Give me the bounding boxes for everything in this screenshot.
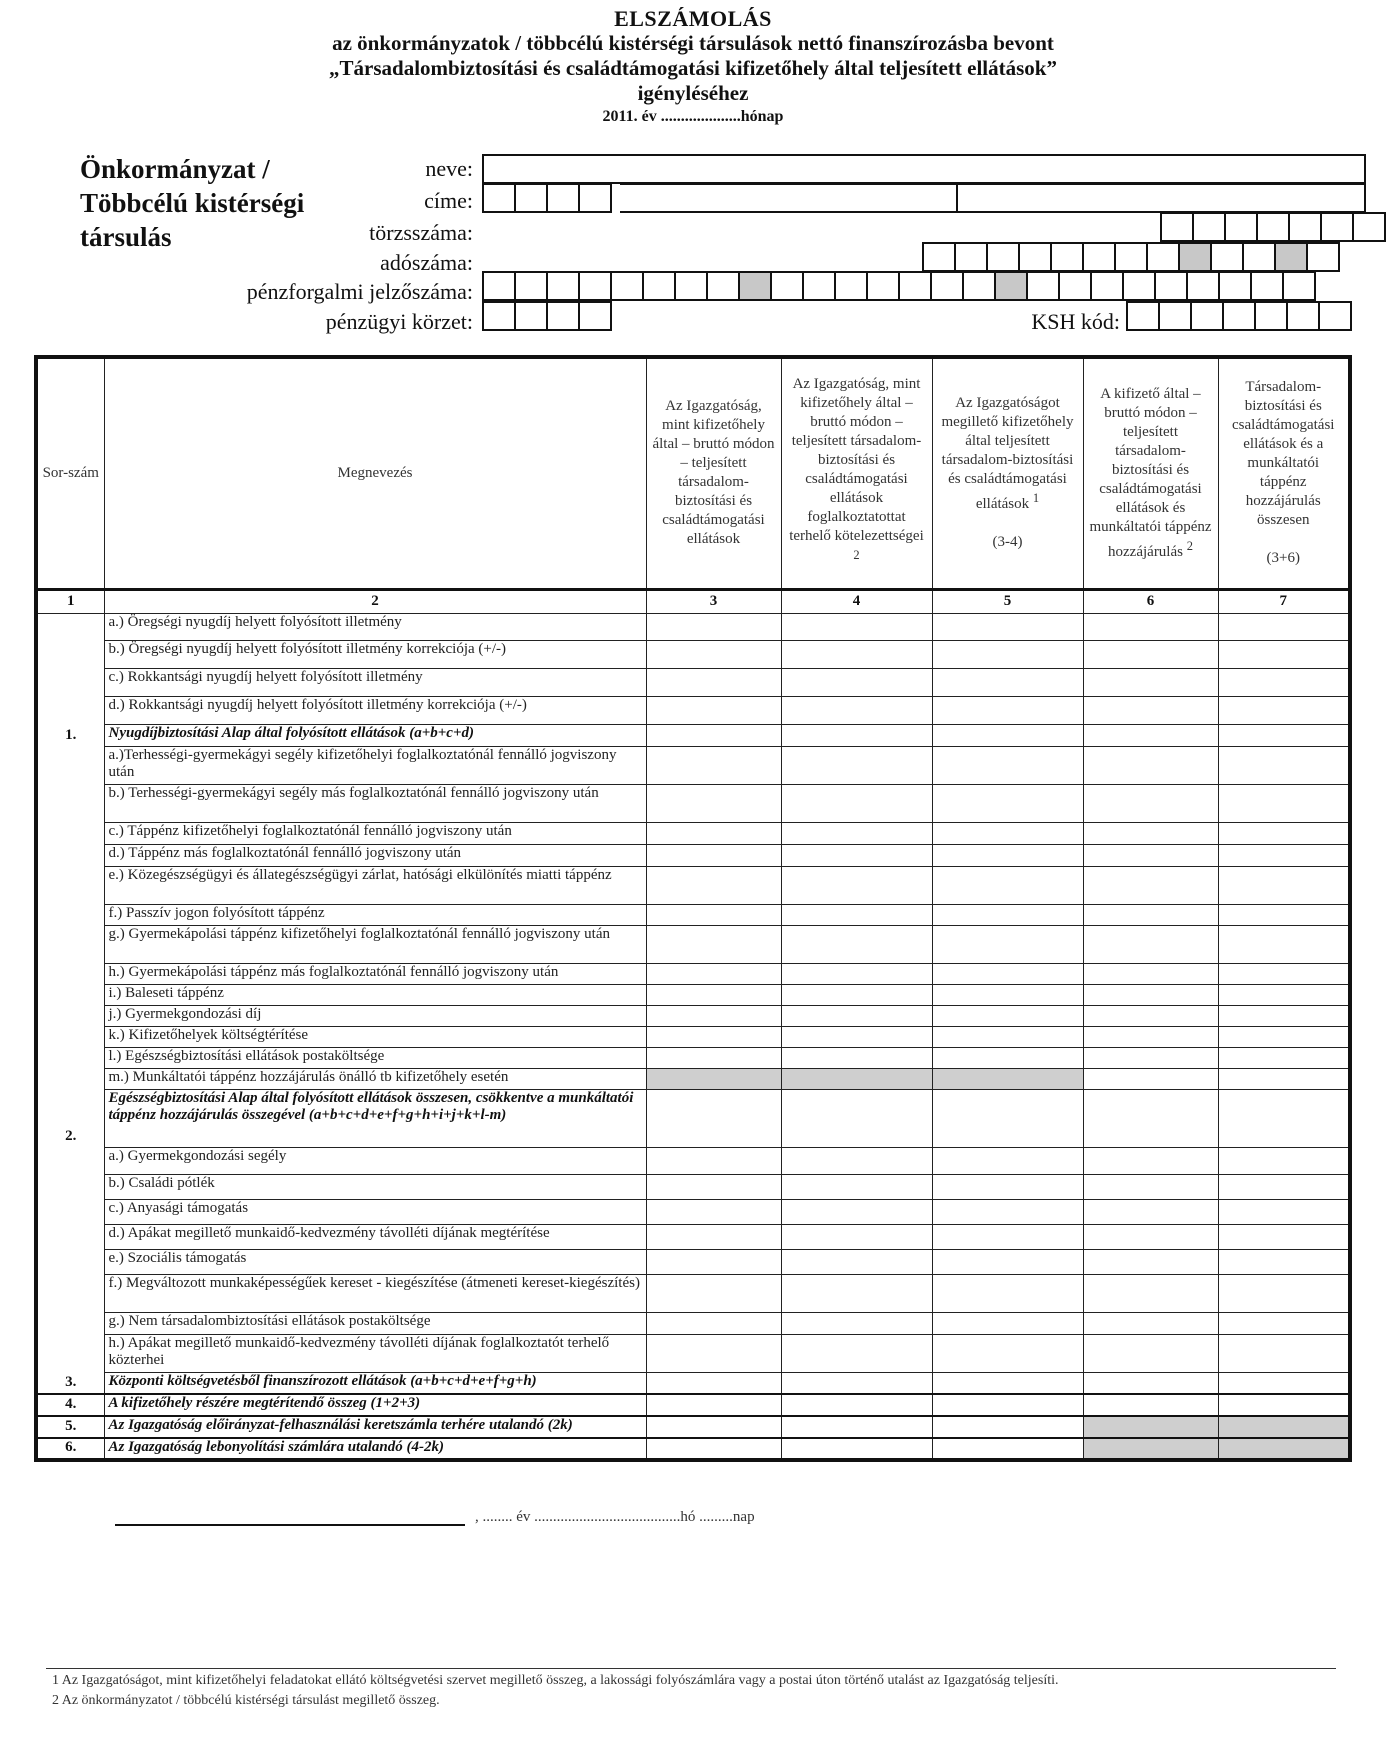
- header-megnevezes: Megnevezés: [104, 357, 646, 589]
- input-cell[interactable]: [781, 844, 932, 866]
- input-cell[interactable]: [1083, 1224, 1218, 1249]
- shaded-cell: [1083, 1438, 1218, 1460]
- input-cell[interactable]: [646, 1005, 781, 1026]
- table-row: [36, 1372, 1350, 1394]
- reg-no-boxes[interactable]: [1160, 212, 1386, 242]
- table-row: [36, 1249, 1350, 1274]
- row-number-5: 5.: [36, 1416, 104, 1438]
- header-col7-text: Társadalom-biztosítási és családtámogatási ellátások és a munkáltatói táppénz hozzájárulás összesen: [1232, 379, 1335, 529]
- input-cell[interactable]: [1218, 1199, 1350, 1224]
- input-cell[interactable]: [646, 984, 781, 1005]
- input-cell[interactable]: [932, 1147, 1083, 1174]
- input-cell[interactable]: [932, 1174, 1083, 1199]
- input-cell[interactable]: [646, 925, 781, 963]
- header-col5-text: Az Igazgatóságot megillető kifizetőhely által teljesített társadalom-biztosítási és családtámogatási ellátások: [941, 395, 1074, 513]
- district-label: pénzügyi körzet:: [325, 309, 473, 334]
- row-label: a.) Gyermekgondozási segély: [104, 1147, 646, 1174]
- input-cell[interactable]: [1083, 1174, 1218, 1199]
- input-cell[interactable]: [646, 1312, 781, 1334]
- input-cell[interactable]: [1218, 668, 1350, 696]
- row-label-sum: Nyugdíjbiztosítási Alap által folyósított ellátások (a+b+c+d): [104, 724, 646, 746]
- input-cell[interactable]: [932, 844, 1083, 866]
- row-label: b.) Családi pótlék: [104, 1174, 646, 1199]
- header-sorszam: Sor-szám: [36, 357, 104, 589]
- input-cell[interactable]: [1218, 1174, 1350, 1199]
- input-cell[interactable]: [646, 1089, 781, 1147]
- input-cell[interactable]: [932, 1005, 1083, 1026]
- form-subtitle-2: „Társadalombiztosítási és családtámogatási kifizetőhely által teljesített ellátások”: [329, 56, 1057, 80]
- table-row: [36, 904, 1350, 925]
- input-cell[interactable]: [1218, 1147, 1350, 1174]
- row-label: b.) Öregségi nyugdíj helyett folyósított illetmény korrekciója (+/-): [104, 640, 646, 668]
- input-cell[interactable]: [646, 640, 781, 668]
- row-label-sum: A kifizetőhely részére megtérítendő összeg (1+2+3): [104, 1394, 646, 1416]
- table-row: [36, 1047, 1350, 1068]
- form-title: ELSZÁMOLÁS: [614, 6, 772, 31]
- input-cell[interactable]: [646, 1147, 781, 1174]
- input-cell[interactable]: [1083, 1089, 1218, 1147]
- row-label: h.) Apákat megillető munkaidő-kedvezmény távolléti díjának foglalkoztatót terhelő közterhei: [104, 1334, 646, 1372]
- address-postcode-boxes[interactable]: [482, 183, 612, 213]
- row-label: g.) Gyermekápolási táppénz kifizetőhelyi foglalkoztatónál fennálló jogviszony után: [104, 925, 646, 963]
- input-cell[interactable]: [1218, 696, 1350, 724]
- input-cell[interactable]: [781, 925, 932, 963]
- settlement-table: [34, 355, 1352, 1462]
- input-cell[interactable]: [1083, 1372, 1218, 1394]
- table-row: [36, 1068, 1350, 1089]
- form-subtitle-3: igényléséhez: [637, 81, 749, 105]
- input-cell[interactable]: [932, 1394, 1083, 1416]
- reg-no-label: törzsszáma:: [369, 220, 473, 245]
- row-label: c.) Rokkantsági nyugdíj helyett folyósított illetmény: [104, 668, 646, 696]
- input-cell[interactable]: [781, 866, 932, 904]
- input-cell[interactable]: [781, 1224, 932, 1249]
- col-number: 7: [1218, 589, 1350, 613]
- input-cell[interactable]: [932, 1026, 1083, 1047]
- input-cell[interactable]: [1218, 1224, 1350, 1249]
- row-label: l.) Egészségbiztosítási ellátások postaköltsége: [104, 1047, 646, 1068]
- entity-heading: [80, 152, 304, 254]
- table-row: [36, 724, 1350, 746]
- table-row: [36, 844, 1350, 866]
- date-text: , ........ év .......................................hó .........nap: [475, 1509, 755, 1525]
- row-label: e.) Szociális támogatás: [104, 1249, 646, 1274]
- input-cell[interactable]: [1218, 1334, 1350, 1372]
- table-row: [36, 963, 1350, 984]
- footnote-divider: [46, 1668, 1336, 1669]
- header-col7-formula: (3+6): [1266, 550, 1300, 567]
- input-cell[interactable]: [781, 1047, 932, 1068]
- input-cell[interactable]: [781, 784, 932, 822]
- input-cell[interactable]: [1218, 984, 1350, 1005]
- form-period: 2011. év ....................hónap: [602, 108, 784, 125]
- input-cell[interactable]: [932, 963, 1083, 984]
- bank-code-boxes[interactable]: [482, 271, 1316, 301]
- input-cell[interactable]: [1083, 668, 1218, 696]
- input-cell[interactable]: [932, 866, 1083, 904]
- input-cell[interactable]: [932, 668, 1083, 696]
- input-cell[interactable]: [646, 822, 781, 844]
- place-field[interactable]: [115, 1510, 465, 1526]
- input-cell[interactable]: [932, 1274, 1083, 1312]
- input-cell[interactable]: [646, 1224, 781, 1249]
- footnote-2: 2 Az önkormányzatot / többcélú kistérségi társulást megillető összeg.: [52, 1693, 440, 1708]
- input-cell[interactable]: [1083, 1249, 1218, 1274]
- input-cell[interactable]: [1218, 1047, 1350, 1068]
- input-cell[interactable]: [1218, 746, 1350, 784]
- row-label: k.) Kifizetőhelyek költségtérítése: [104, 1026, 646, 1047]
- input-cell[interactable]: [1218, 1274, 1350, 1312]
- input-cell[interactable]: [1218, 1372, 1350, 1394]
- input-cell[interactable]: [932, 724, 1083, 746]
- table-row: [36, 1274, 1350, 1312]
- row-number-1: 1.: [36, 613, 104, 746]
- input-cell[interactable]: [1083, 963, 1218, 984]
- input-cell[interactable]: [1218, 640, 1350, 668]
- input-cell[interactable]: [646, 1249, 781, 1274]
- input-cell[interactable]: [781, 1199, 932, 1224]
- input-cell[interactable]: [646, 1026, 781, 1047]
- input-cell[interactable]: [646, 1394, 781, 1416]
- column-number-row: [36, 589, 1350, 613]
- shaded-cell: [932, 1068, 1083, 1089]
- row-label: d.) Rokkantsági nyugdíj helyett folyósított illetmény korrekciója (+/-): [104, 696, 646, 724]
- input-cell[interactable]: [781, 746, 932, 784]
- address-label: címe:: [424, 188, 473, 213]
- header-col6-text: A kifizető által – bruttó módon – teljesített társadalom-biztosítási és családtámogatási ellátások és munkáltatói táppénz hozzájárulás: [1089, 385, 1212, 560]
- row-label: e.) Közegészségügyi és állategészségügyi zárlat, hatósági elkülönítés miatti táppénz: [104, 866, 646, 904]
- input-cell[interactable]: [932, 1224, 1083, 1249]
- input-cell[interactable]: [1083, 1199, 1218, 1224]
- tax-no-boxes[interactable]: [922, 242, 1340, 272]
- input-cell[interactable]: [1083, 746, 1218, 784]
- input-cell[interactable]: [781, 724, 932, 746]
- header-col4-text: Az Igazgatóság, mint kifizetőhely által – bruttó módon –teljesített társadalom-biztosítási és családtámogatási ellátások foglalkoztatottat terhelő kötelezettségei: [789, 376, 924, 545]
- row-number-6: 6.: [36, 1438, 104, 1460]
- col-number: 1: [36, 589, 104, 613]
- input-cell[interactable]: [646, 1274, 781, 1312]
- footnote-1: 1 Az Igazgatóságot, mint kifizetőhelyi feladatokat ellátó költségvetési szervet megillető összeg, a lakossági folyószámlára vagy a postai úton történő utalást az Igazgatóság teljesíti.: [52, 1673, 1059, 1688]
- row-label: c.) Táppénz kifizetőhelyi foglalkoztatónál fennálló jogviszony után: [104, 822, 646, 844]
- table-row: [36, 1005, 1350, 1026]
- header-col5-footnote: 1: [1032, 491, 1040, 506]
- input-cell[interactable]: [1218, 1312, 1350, 1334]
- input-cell[interactable]: [1083, 844, 1218, 866]
- input-cell[interactable]: [932, 613, 1083, 640]
- input-cell[interactable]: [781, 1372, 932, 1394]
- entity-line-1: Önkormányzat /: [80, 154, 270, 184]
- shaded-cell: [781, 1068, 932, 1089]
- input-cell[interactable]: [932, 1372, 1083, 1394]
- input-cell[interactable]: [781, 613, 932, 640]
- header-col5-formula: (3-4): [992, 534, 1023, 551]
- input-cell[interactable]: [932, 696, 1083, 724]
- row-label-sum: Egészségbiztosítási Alap által folyósított ellátások összesen, csökkentve a munkáltatói táppénz hozzájárulás összegével (a+b+c+d+e+f+g+h+i+j+k+l-m): [104, 1089, 646, 1147]
- table-row: [36, 1416, 1350, 1438]
- input-cell[interactable]: [646, 963, 781, 984]
- header-col3: Az Igazgatóság, mint kifizetőhely által – bruttó módon – teljesített társadalom-biztosítási és családtámogatási ellátások: [646, 357, 781, 589]
- input-cell[interactable]: [646, 1334, 781, 1372]
- row-label: f.) Passzív jogon folyósított táppénz: [104, 904, 646, 925]
- table-row: [36, 640, 1350, 668]
- row-label: d.) Apákat megillető munkaidő-kedvezmény távolléti díjának megtérítése: [104, 1224, 646, 1249]
- input-cell[interactable]: [646, 904, 781, 925]
- row-label-sum: Az Igazgatóság lebonyolítási számlára utalandó (4-2k): [104, 1438, 646, 1460]
- input-cell[interactable]: [1083, 866, 1218, 904]
- input-cell[interactable]: [932, 1416, 1083, 1438]
- ksh-label: KSH kód:: [1031, 309, 1120, 334]
- input-cell[interactable]: [1083, 1047, 1218, 1068]
- input-cell[interactable]: [1218, 1026, 1350, 1047]
- input-cell[interactable]: [781, 904, 932, 925]
- row-label: f.) Megváltozott munkaképességűek kereset - kiegészítése (átmeneti kereset-kiegészítés): [104, 1274, 646, 1312]
- input-cell[interactable]: [1218, 844, 1350, 866]
- table-row: [36, 1026, 1350, 1047]
- input-cell[interactable]: [646, 1438, 781, 1460]
- header-col7: [1218, 357, 1350, 589]
- entity-line-3: társulás: [80, 222, 172, 252]
- header-col5: [932, 357, 1083, 589]
- input-cell[interactable]: [1083, 1394, 1218, 1416]
- table-row: [36, 822, 1350, 844]
- table-row: [36, 746, 1350, 784]
- input-cell[interactable]: [646, 1372, 781, 1394]
- table-row: [36, 866, 1350, 904]
- input-cell[interactable]: [781, 1249, 932, 1274]
- table-row: [36, 1224, 1350, 1249]
- input-cell[interactable]: [781, 1089, 932, 1147]
- input-cell[interactable]: [646, 844, 781, 866]
- input-cell[interactable]: [1083, 1312, 1218, 1334]
- header-col6-footnote: 2: [1186, 538, 1193, 553]
- input-cell[interactable]: [1218, 904, 1350, 925]
- address-field[interactable]: [620, 183, 958, 213]
- entity-line-2: Többcélú kistérségi: [80, 188, 305, 218]
- input-cell[interactable]: [932, 1199, 1083, 1224]
- row-label: h.) Gyermekápolási táppénz más foglalkoztatónál fennálló jogviszony után: [104, 963, 646, 984]
- input-cell[interactable]: [932, 784, 1083, 822]
- table-row: [36, 1199, 1350, 1224]
- input-cell[interactable]: [781, 696, 932, 724]
- input-cell[interactable]: [1218, 1089, 1350, 1147]
- input-cell[interactable]: [932, 925, 1083, 963]
- col-number: 5: [932, 589, 1083, 613]
- input-cell[interactable]: [781, 668, 932, 696]
- input-cell[interactable]: [1218, 925, 1350, 963]
- input-cell[interactable]: [646, 1416, 781, 1438]
- input-cell[interactable]: [1083, 1005, 1218, 1026]
- input-cell[interactable]: [932, 822, 1083, 844]
- row-label: m.) Munkáltatói táppénz hozzájárulás önálló tb kifizetőhely esetén: [104, 1068, 646, 1089]
- input-cell[interactable]: [646, 866, 781, 904]
- address-field-2[interactable]: [956, 183, 1366, 213]
- row-number-3: 3.: [36, 1147, 104, 1394]
- table-row: [36, 1394, 1350, 1416]
- col-number: 6: [1083, 589, 1218, 613]
- input-cell[interactable]: [1083, 1274, 1218, 1312]
- table-row: [36, 984, 1350, 1005]
- row-number-2: 2.: [36, 746, 104, 1147]
- shaded-cell: [1218, 1438, 1350, 1460]
- input-cell[interactable]: [1218, 784, 1350, 822]
- input-cell[interactable]: [1218, 613, 1350, 640]
- input-cell[interactable]: [646, 668, 781, 696]
- tax-no-label: adószáma:: [380, 250, 473, 275]
- input-cell[interactable]: [646, 1174, 781, 1199]
- header-col6: [1083, 357, 1218, 589]
- input-cell[interactable]: [1218, 724, 1350, 746]
- input-cell[interactable]: [1218, 1005, 1350, 1026]
- input-cell[interactable]: [1218, 963, 1350, 984]
- row-label: c.) Anyasági támogatás: [104, 1199, 646, 1224]
- input-cell[interactable]: [1218, 866, 1350, 904]
- table-row: [36, 668, 1350, 696]
- input-cell[interactable]: [1083, 696, 1218, 724]
- input-cell[interactable]: [781, 984, 932, 1005]
- input-cell[interactable]: [932, 984, 1083, 1005]
- input-cell[interactable]: [781, 1147, 932, 1174]
- input-cell[interactable]: [781, 640, 932, 668]
- col-number: 2: [104, 589, 646, 613]
- input-cell[interactable]: [646, 746, 781, 784]
- input-cell[interactable]: [781, 822, 932, 844]
- row-label: a.)Terhességi-gyermekágyi segély kifizetőhelyi foglalkoztatónál fennálló jogviszony után: [104, 746, 646, 784]
- input-cell[interactable]: [932, 1249, 1083, 1274]
- input-cell[interactable]: [932, 746, 1083, 784]
- input-cell[interactable]: [646, 613, 781, 640]
- input-cell[interactable]: [1083, 613, 1218, 640]
- header-col4: [781, 357, 932, 589]
- input-cell[interactable]: [1218, 1394, 1350, 1416]
- input-cell[interactable]: [932, 1334, 1083, 1372]
- input-cell[interactable]: [781, 1174, 932, 1199]
- form-title-block: [0, 6, 1386, 128]
- input-cell[interactable]: [781, 1394, 932, 1416]
- input-cell[interactable]: [1083, 640, 1218, 668]
- input-cell[interactable]: [1083, 822, 1218, 844]
- col-number: 4: [781, 589, 932, 613]
- row-label: i.) Baleseti táppénz: [104, 984, 646, 1005]
- input-cell[interactable]: [1083, 1026, 1218, 1047]
- row-label: b.) Terhességi-gyermekágyi segély más foglalkoztatónál fennálló jogviszony után: [104, 784, 646, 822]
- shaded-cell: [1083, 1416, 1218, 1438]
- row-label: d.) Táppénz más foglalkoztatónál fennálló jogviszony után: [104, 844, 646, 866]
- col-number: 3: [646, 589, 781, 613]
- row-label: g.) Nem társadalombiztosítási ellátások postaköltsége: [104, 1312, 646, 1334]
- table-row: [36, 925, 1350, 963]
- bank-code-label: pénzforgalmi jelzőszáma:: [246, 279, 473, 304]
- input-cell[interactable]: [932, 904, 1083, 925]
- input-cell[interactable]: [932, 1089, 1083, 1147]
- table-row: [36, 784, 1350, 822]
- input-cell[interactable]: [781, 1005, 932, 1026]
- table-row: [36, 1089, 1350, 1147]
- form-subtitle-1: az önkormányzatok / többcélú kistérségi társulások nettó finanszírozásba bevont: [332, 31, 1054, 55]
- input-cell[interactable]: [1083, 784, 1218, 822]
- signature-date-line: [115, 1509, 755, 1526]
- input-cell[interactable]: [646, 1047, 781, 1068]
- input-cell[interactable]: [1083, 1068, 1218, 1089]
- input-cell[interactable]: [932, 1047, 1083, 1068]
- input-cell[interactable]: [781, 1312, 932, 1334]
- input-cell[interactable]: [1083, 1147, 1218, 1174]
- name-field[interactable]: [482, 154, 1366, 184]
- ksh-boxes[interactable]: [1126, 301, 1352, 331]
- shaded-cell: [646, 1068, 781, 1089]
- input-cell[interactable]: [646, 784, 781, 822]
- input-cell[interactable]: [932, 640, 1083, 668]
- input-cell[interactable]: [932, 1312, 1083, 1334]
- table-row: [36, 1334, 1350, 1372]
- input-cell[interactable]: [1083, 925, 1218, 963]
- input-cell[interactable]: [646, 724, 781, 746]
- row-label-sum: Az Igazgatóság előirányzat-felhasználási keretszámla terhére utalandó (2k): [104, 1416, 646, 1438]
- input-cell[interactable]: [1083, 724, 1218, 746]
- input-cell[interactable]: [1083, 904, 1218, 925]
- input-cell[interactable]: [1218, 1068, 1350, 1089]
- input-cell[interactable]: [781, 1334, 932, 1372]
- table-row: [36, 1312, 1350, 1334]
- input-cell[interactable]: [932, 1438, 1083, 1460]
- table-row: [36, 1174, 1350, 1199]
- row-label: j.) Gyermekgondozási díj: [104, 1005, 646, 1026]
- table-row: [36, 1147, 1350, 1174]
- input-cell[interactable]: [646, 1199, 781, 1224]
- input-cell[interactable]: [781, 963, 932, 984]
- input-cell[interactable]: [781, 1026, 932, 1047]
- table-row: [36, 613, 1350, 640]
- input-cell[interactable]: [646, 696, 781, 724]
- input-cell[interactable]: [1218, 1249, 1350, 1274]
- input-cell[interactable]: [781, 1438, 932, 1460]
- input-cell[interactable]: [1218, 822, 1350, 844]
- input-cell[interactable]: [1083, 984, 1218, 1005]
- row-label-sum: Központi költségvetésből finanszírozott ellátások (a+b+c+d+e+f+g+h): [104, 1372, 646, 1394]
- header-col4-footnote: 2: [853, 548, 860, 563]
- table-row: [36, 1438, 1350, 1460]
- input-cell[interactable]: [781, 1416, 932, 1438]
- input-cell[interactable]: [781, 1274, 932, 1312]
- table-row: [36, 696, 1350, 724]
- row-number-4: 4.: [36, 1394, 104, 1416]
- input-cell[interactable]: [1083, 1334, 1218, 1372]
- shaded-cell: [1218, 1416, 1350, 1438]
- row-label: a.) Öregségi nyugdíj helyett folyósított illetmény: [104, 613, 646, 640]
- name-label: neve:: [425, 156, 473, 181]
- district-boxes[interactable]: [482, 301, 612, 331]
